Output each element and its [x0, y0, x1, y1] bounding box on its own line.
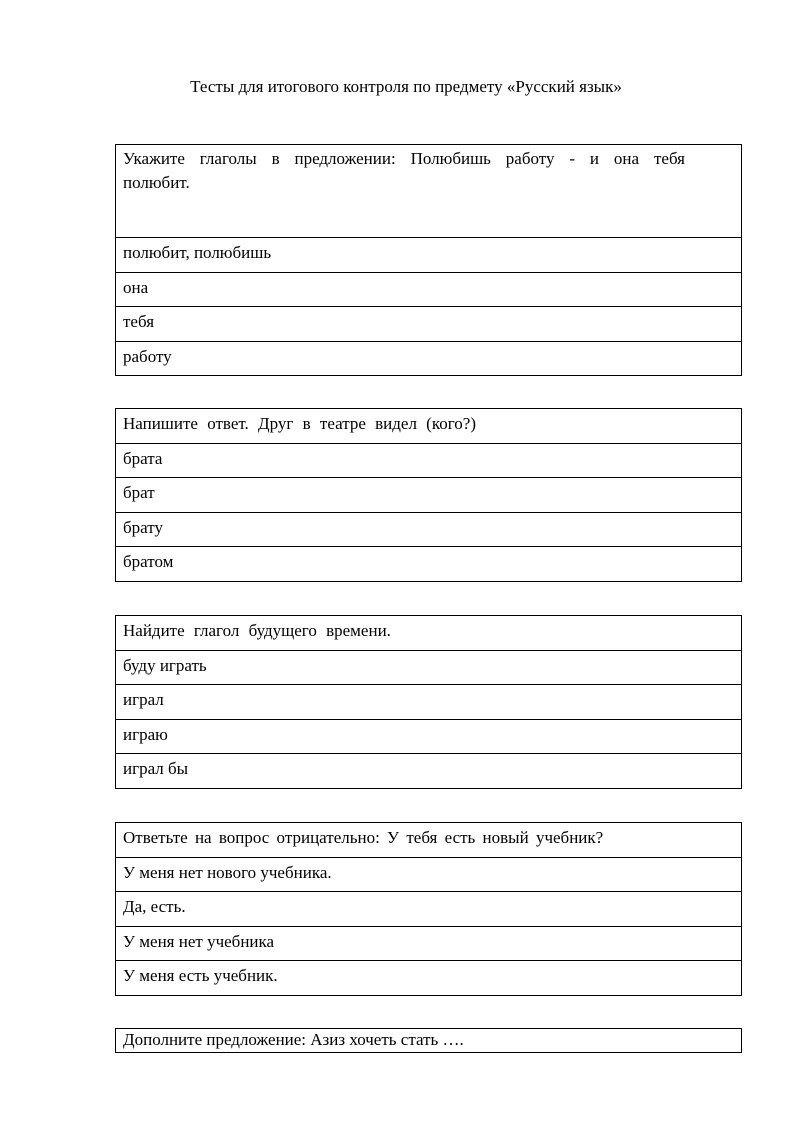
answer-option[interactable]: она: [116, 272, 741, 307]
answer-option[interactable]: тебя: [116, 306, 741, 341]
answer-option[interactable]: брат: [116, 477, 741, 512]
answer-option[interactable]: Да, есть.: [116, 891, 741, 926]
answer-option[interactable]: играю: [116, 719, 741, 754]
answer-option[interactable]: работу: [116, 341, 741, 376]
question-text: Ответьте на вопрос отрицательно: У тебя есть новый учебник?: [123, 828, 604, 847]
answer-option[interactable]: У меня нет нового учебника.: [116, 857, 741, 892]
answer-option[interactable]: брата: [116, 443, 741, 478]
answer-option[interactable]: играл: [116, 684, 741, 719]
question-table-3: [115, 615, 742, 789]
page-title: Тесты для итогового контроля по предмету «Русский язык»: [190, 77, 622, 96]
question-table-2: [115, 408, 742, 582]
question-table-5: [115, 1028, 742, 1053]
question-text: Найдите глагол будущего времени.: [123, 621, 391, 640]
answer-option[interactable]: буду играть: [116, 650, 741, 685]
question-text: Напишите ответ. Друг в театре видел (кого?): [123, 414, 476, 433]
answer-option[interactable]: играл бы: [116, 753, 741, 788]
question-table-4: [115, 822, 742, 996]
question-table-1: [115, 144, 742, 376]
question-text: Дополните предложение: Азиз хочеть стать ….: [123, 1030, 464, 1049]
answer-option[interactable]: У меня нет учебника: [116, 926, 741, 961]
answer-option[interactable]: брату: [116, 512, 741, 547]
question-text: Укажите глаголы в предложении: Полюбишь работу - и она тебя полюбит.: [123, 149, 685, 192]
answer-option[interactable]: У меня есть учебник.: [116, 960, 741, 995]
answer-option[interactable]: братом: [116, 546, 741, 581]
answer-option[interactable]: полюбит, полюбишь: [116, 237, 741, 272]
